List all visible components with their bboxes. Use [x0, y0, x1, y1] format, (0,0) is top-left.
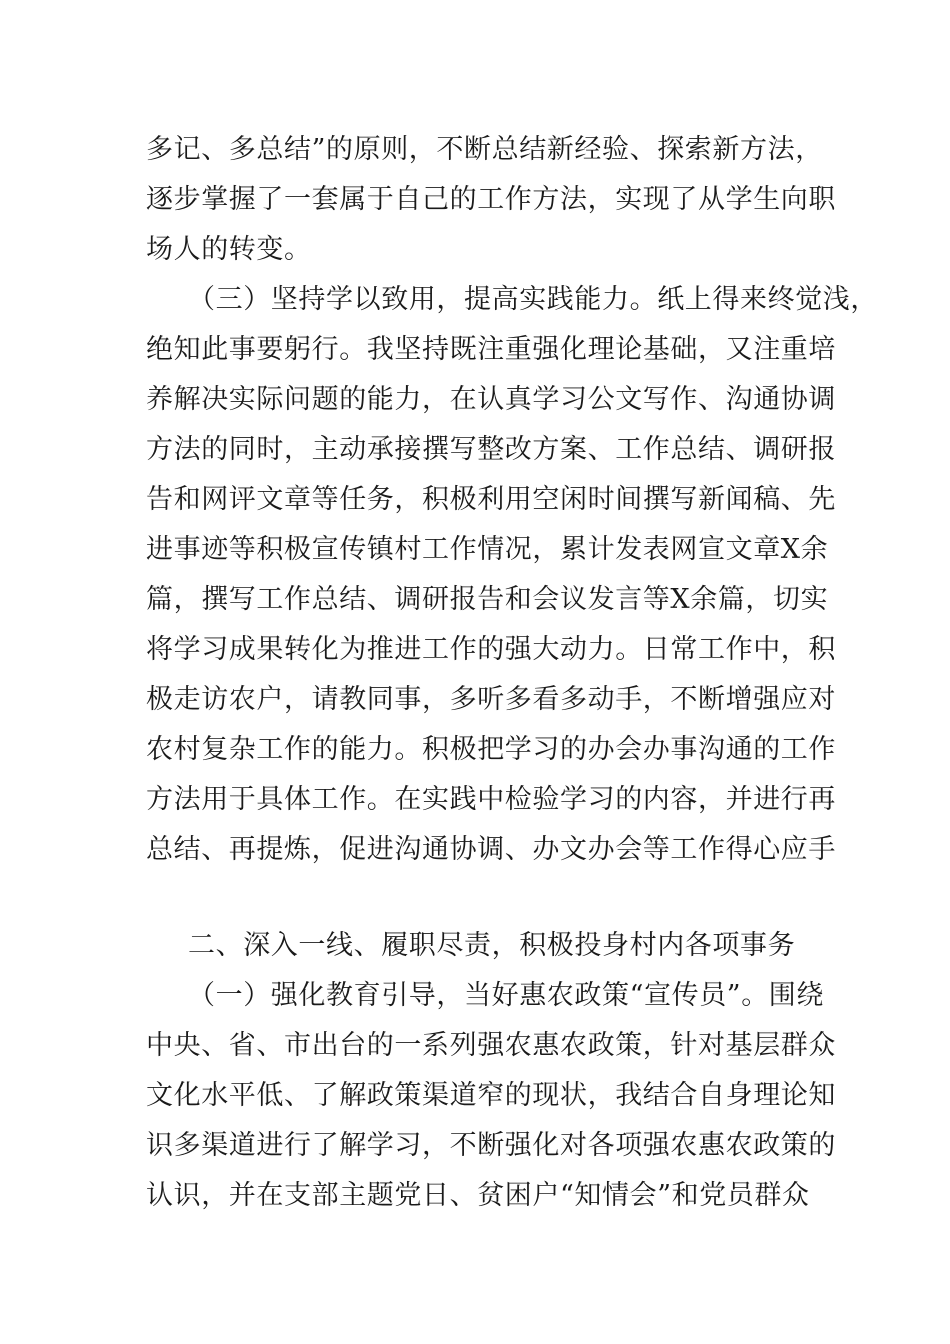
text-line-1: 多记、多总结”的原则，不断总结新经验、探索新方法， — [146, 134, 823, 165]
text-line-6: 养解决实际问题的能力，在认真学习公文写作、沟通协调 — [146, 384, 836, 415]
text-line-14: 方法用于具体工作。在实践中检验学习的内容，并进行再 — [146, 784, 836, 815]
section-heading-3: （三）坚持学以致用，提高实践能力。纸上得来终觉浅， — [188, 284, 878, 315]
text-line-12: 极走访农户，请教同事，多听多看多动手，不断增强应对 — [146, 684, 836, 715]
text-line-19: 文化水平低、了解政策渠道窄的现状，我结合自身理论知 — [146, 1080, 836, 1111]
text-line-9: 进事迹等积极宣传镇村工作情况，累计发表网宣文章X余 — [146, 534, 829, 565]
text-line-8: 告和网评文章等任务，积极利用空闲时间撰写新闻稿、先 — [146, 484, 836, 515]
text-line-2: 逐步掌握了一套属于自己的工作方法，实现了从学生向职 — [146, 184, 836, 215]
section-heading-1: （一）强化教育引导，当好惠农政策“宣传员”。围绕 — [188, 980, 825, 1011]
text-line-10: 篇，撰写工作总结、调研报告和会议发言等X余篇，切实 — [146, 584, 829, 615]
text-line-11: 将学习成果转化为推进工作的强大动力。日常工作中，积 — [146, 634, 836, 665]
chapter-heading-2: 二、深入一线、履职尽责，积极投身村内各项事务 — [188, 930, 796, 961]
text-line-5: 绝知此事要躬行。我坚持既注重强化理论基础，又注重培 — [146, 334, 836, 365]
text-line-21: 认识，并在支部主题党日、贫困户“知情会”和党员群众 — [146, 1180, 810, 1211]
text-line-13: 农村复杂工作的能力。积极把学习的办会办事沟通的工作 — [146, 734, 836, 765]
text-line-15: 总结、再提炼，促进沟通协调、办文办会等工作得心应手 — [146, 834, 836, 865]
text-line-3: 场人的转变。 — [146, 234, 312, 265]
text-line-20: 识多渠道进行了解学习，不断强化对各项强农惠农政策的 — [146, 1130, 836, 1161]
text-line-18: 中央、省、市出台的一系列强农惠农政策，针对基层群众 — [146, 1030, 836, 1061]
text-line-7: 方法的同时，主动承接撰写整改方案、工作总结、调研报 — [146, 434, 836, 465]
